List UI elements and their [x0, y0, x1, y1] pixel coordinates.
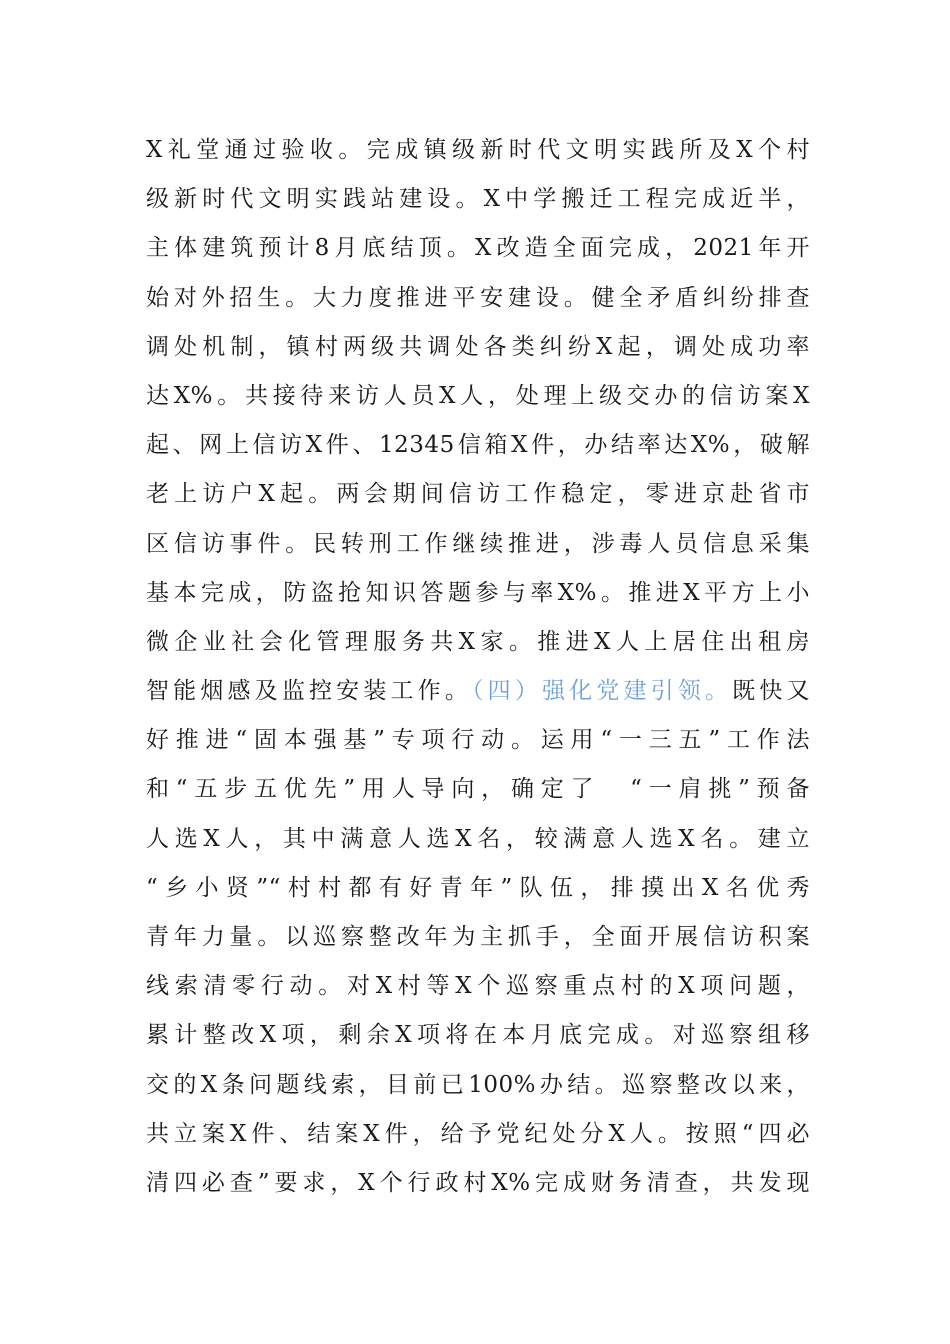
section-heading: （四）强化党建引领。: [472, 678, 733, 705]
text-line: 级新时代文明实践站建设。X中学搬迁工程完成近半，: [146, 186, 810, 213]
text-segment: 智能烟感及监控安装工作。: [146, 678, 472, 705]
text-line: 起、网上信访X件、12345信箱X件，办结率达X%，破解: [146, 432, 810, 459]
text-line: 和“五步五优先”用人导向，确定了 “一肩挑”预备: [146, 776, 810, 803]
text-line: 线索清零行动。对X村等X个巡察重点村的X项问题，: [146, 973, 810, 1000]
text-line: 好推进“固本强基”专项行动。运用“一三五”工作法: [146, 727, 810, 754]
text-line: 累计整改X项，剩余X项将在本月底完成。对巡察组移: [146, 1022, 810, 1049]
text-line: 青年力量。以巡察整改年为主抓手，全面开展信访积案: [146, 924, 810, 950]
text-line: 区信访事件。民转刑工作继续推进，涉毒人员信息采集: [146, 530, 810, 557]
body-text: [146, 126, 810, 1208]
text-line: 始对外招生。大力度推进平安建设。健全矛盾纠纷排查: [146, 284, 810, 311]
text-line: 老上访户X起。两会期间信访工作稳定，零进京赴省市: [146, 481, 810, 508]
text-line: 达X%。共接待来访人员X人，处理上级交办的信访案X: [146, 382, 810, 409]
text-line: 清四必查”要求，X个行政村X%完成财务清查，共发现: [146, 1169, 810, 1196]
text-line: 人选X人，其中满意人选X名，较满意人选X名。建立: [146, 825, 810, 852]
text-line: 调处机制，镇村两级共调处各类纠纷X起，调处成功率: [146, 333, 810, 360]
text-line: 微企业社会化管理服务共X家。推进X人上居住出租房: [146, 628, 810, 655]
text-line: 共立案X件、结案X件，给予党纪处分X人。按照“四必: [146, 1120, 810, 1147]
text-line: 基本完成，防盗抢知识答题参与率X%。推进X平方上小: [146, 579, 810, 606]
text-line: 交的X条问题线索，目前已100%办结。巡察整改以来，: [146, 1071, 810, 1098]
text-line: X礼堂通过验收。完成镇级新时代文明实践所及X个村: [146, 137, 810, 163]
text-line-with-heading: [146, 667, 810, 716]
text-segment: 既快又: [732, 678, 811, 705]
text-line: “乡小贤”“村村都有好青年”队伍，排摸出X名优秀: [146, 874, 810, 901]
text-line: 主体建筑预计8月底结顶。X改造全面完成，2021年开: [146, 235, 810, 262]
